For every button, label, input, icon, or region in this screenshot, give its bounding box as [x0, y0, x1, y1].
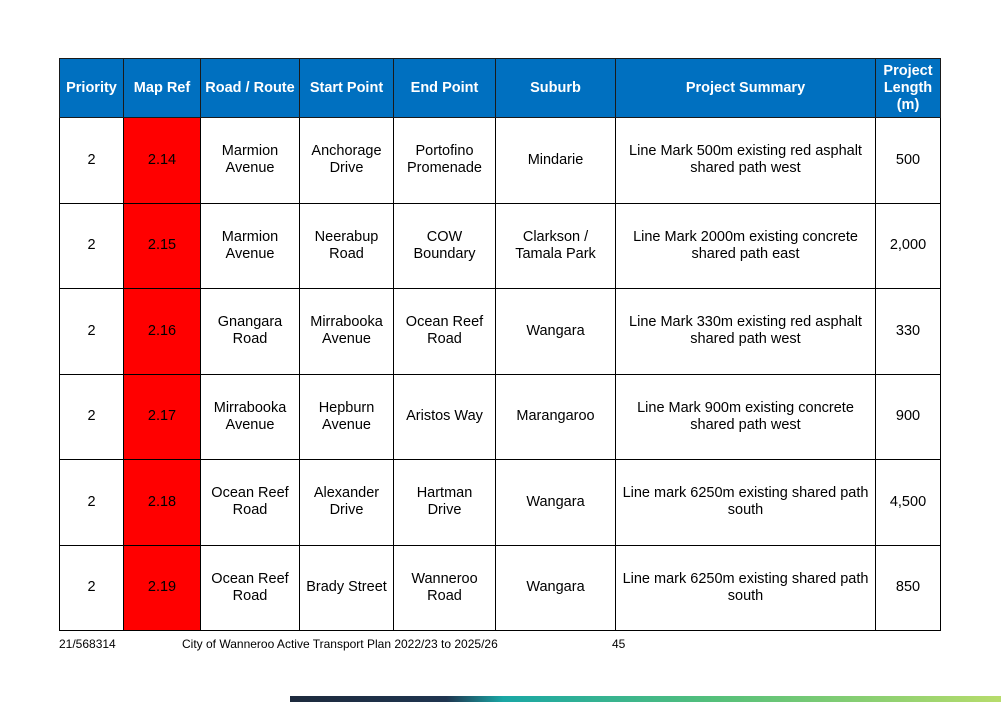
length-cell: 2,000 [876, 203, 941, 289]
map-ref-cell: 2.17 [124, 374, 201, 460]
road-cell: Gnangara Road [201, 289, 300, 375]
summary-cell: Line Mark 2000m existing concrete shared path east [616, 203, 876, 289]
table-row [60, 545, 941, 631]
end-point-cell: Portofino Promenade [394, 118, 496, 204]
start-point-cell: Alexander Drive [300, 460, 394, 546]
start-point-cell: Brady Street [300, 545, 394, 631]
summary-cell: Line Mark 500m existing red asphalt shared path west [616, 118, 876, 204]
length-cell: 330 [876, 289, 941, 375]
summary-cell: Line mark 6250m existing shared path south [616, 460, 876, 546]
header-project-length: Project Length (m) [876, 59, 941, 118]
suburb-cell: Wangara [496, 289, 616, 375]
footer-doc-title: City of Wanneroo Active Transport Plan 2022/23 to 2025/26 [182, 637, 498, 651]
summary-cell: Line mark 6250m existing shared path south [616, 545, 876, 631]
table-row [60, 118, 941, 204]
road-cell: Marmion Avenue [201, 118, 300, 204]
length-cell: 500 [876, 118, 941, 204]
header-road-route: Road / Route [201, 59, 300, 118]
end-point-cell: Aristos Way [394, 374, 496, 460]
map-ref-cell: 2.15 [124, 203, 201, 289]
end-point-cell: Wanneroo Road [394, 545, 496, 631]
priority-cell: 2 [60, 545, 124, 631]
suburb-cell: Wangara [496, 460, 616, 546]
road-cell: Marmion Avenue [201, 203, 300, 289]
header-suburb: Suburb [496, 59, 616, 118]
start-point-cell: Anchorage Drive [300, 118, 394, 204]
header-start-point: Start Point [300, 59, 394, 118]
footer-doc-ref: 21/568314 [59, 637, 116, 651]
header-end-point: End Point [394, 59, 496, 118]
summary-cell: Line Mark 330m existing red asphalt shared path west [616, 289, 876, 375]
map-ref-cell: 2.18 [124, 460, 201, 546]
length-cell: 4,500 [876, 460, 941, 546]
length-cell: 900 [876, 374, 941, 460]
suburb-cell: Clarkson / Tamala Park [496, 203, 616, 289]
start-point-cell: Neerabup Road [300, 203, 394, 289]
project-table-container [59, 58, 941, 631]
end-point-cell: COW Boundary [394, 203, 496, 289]
map-ref-cell: 2.19 [124, 545, 201, 631]
header-project-summary: Project Summary [616, 59, 876, 118]
map-ref-cell: 2.14 [124, 118, 201, 204]
table-row [60, 289, 941, 375]
table-row [60, 374, 941, 460]
map-ref-cell: 2.16 [124, 289, 201, 375]
road-cell: Mirrabooka Avenue [201, 374, 300, 460]
header-map-ref: Map Ref [124, 59, 201, 118]
table-header-row [60, 59, 941, 118]
priority-cell: 2 [60, 289, 124, 375]
table-row [60, 203, 941, 289]
end-point-cell: Ocean Reef Road [394, 289, 496, 375]
project-table [59, 58, 941, 631]
priority-cell: 2 [60, 203, 124, 289]
footer-page-number: 45 [612, 637, 626, 651]
header-priority: Priority [60, 59, 124, 118]
start-point-cell: Mirrabooka Avenue [300, 289, 394, 375]
priority-cell: 2 [60, 118, 124, 204]
length-cell: 850 [876, 545, 941, 631]
start-point-cell: Hepburn Avenue [300, 374, 394, 460]
road-cell: Ocean Reef Road [201, 460, 300, 546]
suburb-cell: Wangara [496, 545, 616, 631]
summary-cell: Line Mark 900m existing concrete shared path west [616, 374, 876, 460]
suburb-cell: Marangaroo [496, 374, 616, 460]
priority-cell: 2 [60, 374, 124, 460]
priority-cell: 2 [60, 460, 124, 546]
suburb-cell: Mindarie [496, 118, 616, 204]
end-point-cell: Hartman Drive [394, 460, 496, 546]
road-cell: Ocean Reef Road [201, 545, 300, 631]
table-row [60, 460, 941, 546]
footer-decorative-band [290, 696, 1001, 702]
